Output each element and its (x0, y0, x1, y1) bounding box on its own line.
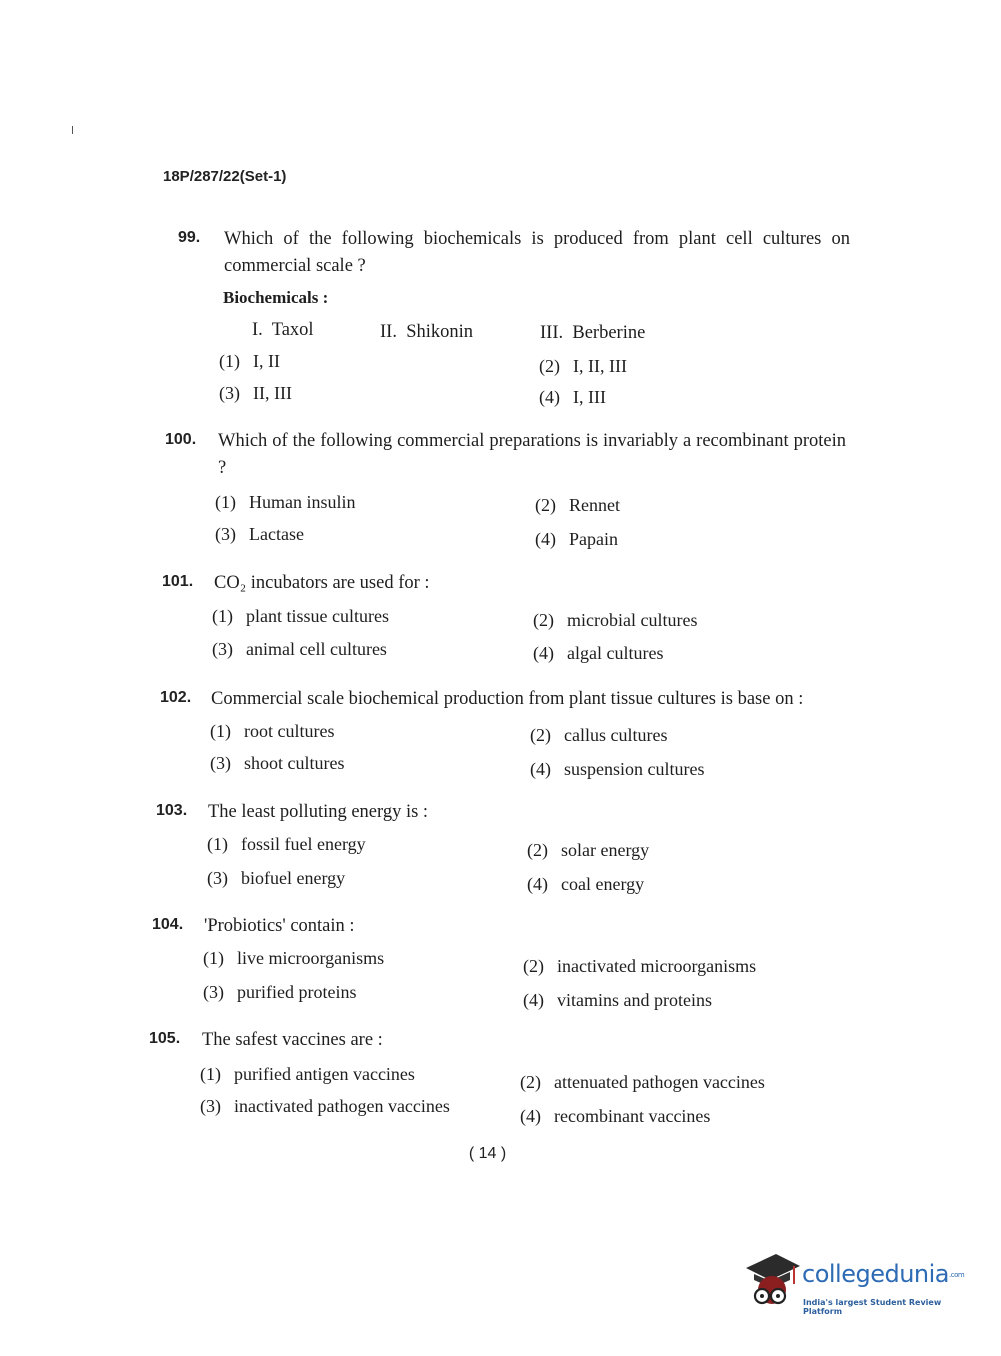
option-4 (527, 874, 644, 895)
option-1 (219, 351, 280, 372)
option-number: (2) (539, 356, 560, 376)
option-number: (3) (212, 639, 233, 659)
option-text: algal cultures (567, 643, 664, 663)
option-number: (2) (533, 610, 554, 630)
option-number: (1) (207, 834, 228, 854)
option-text: biofuel energy (241, 868, 346, 888)
option-number: (1) (219, 351, 240, 371)
option-text: recombinant vaccines (554, 1106, 711, 1126)
mascot-logo-icon (742, 1250, 800, 1312)
option-text: suspension cultures (564, 759, 705, 779)
question-number: 105. (149, 1030, 181, 1047)
option-2 (520, 1072, 765, 1093)
question-number: 104. (152, 916, 184, 933)
option-number: (3) (207, 868, 228, 888)
option-text: I, III (573, 387, 606, 407)
option-text: coal energy (561, 874, 645, 894)
option-number: (3) (210, 753, 231, 773)
option-text: purified antigen vaccines (234, 1064, 415, 1084)
option-number: (2) (535, 495, 556, 515)
option-text: fossil fuel energy (241, 834, 366, 854)
option-text: Lactase (249, 524, 304, 544)
option-1 (210, 721, 334, 742)
option-text: live microorganisms (237, 948, 385, 968)
option-2 (523, 956, 756, 977)
paper-code: 18P/287/22(Set-1) (163, 168, 287, 185)
option-3 (203, 982, 356, 1003)
option-2 (539, 356, 627, 377)
biochemical-item: III. Berberine (540, 323, 646, 343)
option-text: Papain (569, 529, 618, 549)
option-number: (3) (200, 1096, 221, 1116)
scan-mark (72, 126, 73, 134)
brand-name: collegedunia.com (802, 1260, 965, 1288)
option-1 (212, 606, 389, 627)
option-2 (535, 495, 620, 516)
option-3 (215, 524, 304, 545)
option-number: (4) (523, 990, 544, 1010)
option-text: vitamins and proteins (557, 990, 712, 1010)
option-text: attenuated pathogen vaccines (554, 1072, 765, 1092)
question-number: 100. (165, 431, 197, 448)
option-number: (4) (539, 387, 560, 407)
option-3 (200, 1096, 450, 1117)
option-3 (219, 383, 292, 404)
question-text: 'Probiotics' contain : (204, 916, 355, 936)
question-text: Commercial scale biochemical production from plant tissue cultures is base on : (211, 689, 804, 709)
option-number: (1) (200, 1064, 221, 1084)
question-text: Which of the following commercial preparations is invariably a recombinant protein ? (218, 431, 846, 478)
option-number: (2) (523, 956, 544, 976)
option-number: (2) (527, 840, 548, 860)
option-text: inactivated microorganisms (557, 956, 757, 976)
question-number: 103. (156, 802, 188, 819)
question-number: 102. (160, 689, 192, 706)
option-number: (2) (520, 1072, 541, 1092)
option-number: (4) (530, 759, 551, 779)
option-text: callus cultures (564, 725, 668, 745)
option-number: (1) (212, 606, 233, 626)
option-text: plant tissue cultures (246, 606, 389, 626)
option-text: II, III (253, 383, 292, 403)
option-number: (4) (527, 874, 548, 894)
question-number: 101. (162, 573, 194, 590)
option-number: (4) (535, 529, 556, 549)
brand-suffix: .com (949, 1271, 965, 1279)
option-3 (210, 753, 345, 774)
biochemical-item: I. Taxol (252, 320, 314, 340)
option-text: purified proteins (237, 982, 357, 1002)
option-number: (1) (215, 492, 236, 512)
option-1 (215, 492, 356, 513)
option-2 (533, 610, 697, 631)
option-text: I, II (253, 351, 280, 371)
question-text: CO₂ incubators are used for : (214, 573, 430, 593)
option-number: (4) (520, 1106, 541, 1126)
option-3 (207, 868, 345, 889)
option-4 (539, 387, 606, 408)
option-1 (200, 1064, 415, 1085)
option-text: animal cell cultures (246, 639, 387, 659)
option-2 (530, 725, 667, 746)
option-number: (3) (215, 524, 236, 544)
option-text: Rennet (569, 495, 620, 515)
page-number: ( 14 ) (468, 1145, 507, 1162)
option-text: I, II, III (573, 356, 627, 376)
option-text: shoot cultures (244, 753, 345, 773)
option-4 (533, 643, 663, 664)
option-number: (2) (530, 725, 551, 745)
option-text: Human insulin (249, 492, 356, 512)
biochemicals-heading: Biochemicals : (223, 288, 329, 307)
option-1 (207, 834, 366, 855)
option-4 (535, 529, 618, 550)
option-1 (203, 948, 384, 969)
option-4 (520, 1106, 710, 1127)
option-3 (212, 639, 387, 660)
option-number: (1) (210, 721, 231, 741)
option-number: (3) (203, 982, 224, 1002)
question-number: 99. (178, 229, 201, 246)
question-text: Which of the following biochemicals is produced from plant cell cultures on commercial scale ? (224, 229, 850, 276)
option-text: root cultures (244, 721, 335, 741)
brand-tagline: India's largest Student Review Platform (803, 1298, 942, 1316)
collegedunia-watermark (742, 1250, 972, 1320)
option-4 (530, 759, 704, 780)
option-number: (4) (533, 643, 554, 663)
question-text: The least polluting energy is : (208, 802, 429, 822)
option-number: (1) (203, 948, 224, 968)
option-text: inactivated pathogen vaccines (234, 1096, 450, 1116)
option-text: solar energy (561, 840, 650, 860)
option-4 (523, 990, 712, 1011)
biochemical-item: II. Shikonin (380, 322, 474, 342)
question-text: The safest vaccines are : (202, 1030, 383, 1050)
option-2 (527, 840, 649, 861)
option-number: (3) (219, 383, 240, 403)
option-text: microbial cultures (567, 610, 698, 630)
